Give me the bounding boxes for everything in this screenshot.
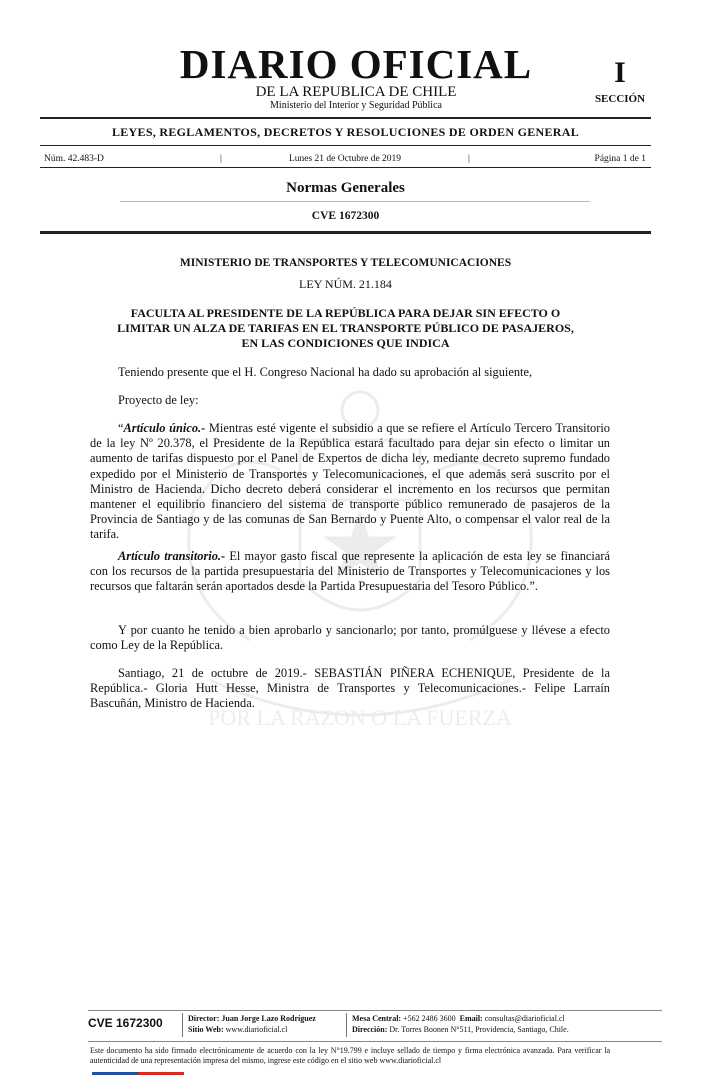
info-separator-2: |	[468, 154, 470, 164]
issue-number: Núm. 42.483-D	[44, 154, 104, 164]
flag-bar-red	[138, 1072, 184, 1075]
footer-website	[188, 1025, 287, 1035]
intro-paragraph: Teniendo presente que el H. Congreso Nacional ha dado su aprobación al siguiente,	[118, 365, 533, 379]
info-separator-1: |	[220, 154, 222, 164]
newspaper-title: DIARIO OFICIAL	[179, 41, 533, 87]
web-link[interactable]: www.diarioficial.cl	[225, 1025, 288, 1034]
info-rule	[40, 167, 651, 168]
footer-cve-code: CVE 1672300	[88, 1016, 163, 1030]
section-divider	[120, 201, 590, 202]
email-label: Email:	[459, 1014, 483, 1023]
article-unico-text: Mientras esté vigente el subsidio a que se refiere el Artículo Tercero Transitorio de la ley Nº 20.378, el Presidente de la República estará facultado para dejar sin efecto o limitar un aumento de tarifas dispuesto por el Panel de Expertos de dicha ley, mediante decreto supremo fundado expedido por el Ministerio de Transportes y Telecomunicaciones, el que además será suscrito por el Ministro de Hacienda. Dicho decreto deberá considerar el incremento en los recursos que permitan mantener el equilibrio financiero del sistema de transporte público remunerado de pasajeros de la Provincia de Santiago y de las comunas de San Bernardo y Puente Alto, o compensar el valor real de la tarifa.	[90, 421, 610, 542]
open-quote: “	[118, 421, 124, 435]
promulgation-paragraph: Y por cuanto he tenido a bien aprobarlo y sancionarlo; por tanto, promúlguese y llévese a efecto como Ley de la República.	[90, 623, 610, 653]
footer-top-rule	[88, 1010, 662, 1011]
law-number: LEY NÚM. 21.184	[299, 277, 392, 291]
proyecto-paragraph: Proyecto de ley:	[118, 393, 199, 407]
section-number: I	[614, 56, 626, 89]
newspaper-ministry: Ministerio del Interior y Seguridad Pública	[270, 100, 442, 111]
masthead-rule	[40, 117, 651, 119]
article-transitorio-paragraph	[90, 549, 610, 595]
page-indicator: Página 1 de 1	[594, 154, 646, 164]
law-title	[60, 306, 631, 351]
address-label: Dirección:	[352, 1025, 388, 1034]
issuing-ministry: MINISTERIO DE TRANSPORTES Y TELECOMUNICACIONES	[179, 257, 512, 269]
banner-title: LEYES, REGLAMENTOS, DECRETOS Y RESOLUCIONES DE ORDEN GENERAL	[111, 125, 580, 139]
footer-address	[352, 1025, 569, 1035]
article-transitorio-heading: Artículo transitorio.-	[118, 549, 226, 563]
mesa-phone: +562 2486 3600	[403, 1014, 456, 1023]
cve-code: CVE 1672300	[311, 210, 380, 222]
issue-date: Lunes 21 de Octubre de 2019	[288, 154, 402, 164]
signatures-paragraph: Santiago, 21 de octubre de 2019.- SEBASTIÁN PIÑERA ECHENIQUE, Presidente de la República.- Gloria Hutt Hesse, Ministra de Transportes y Telecomunicaciones.- Felipe Larraín Bascuñán, Ministro de Hacienda.	[90, 666, 610, 711]
article-transitorio-text: El mayor gasto fiscal que represente la aplicación de esta ley se financiará con los recursos de la partida presupuestaria del Ministerio de Transportes y Telecomunicaciones y los recursos que faltarán serán aportados desde la Partida Presupuestaria del Tesoro Público.”.	[90, 549, 610, 594]
flag-bar-blue	[92, 1072, 138, 1075]
email-link[interactable]: consultas@diarioficial.cl	[484, 1014, 565, 1023]
footer-separator	[182, 1013, 183, 1037]
article-unico-paragraph	[90, 421, 610, 543]
law-title-line: EN LAS CONDICIONES QUE INDICA	[241, 336, 450, 350]
address-text: Dr. Torres Boonen N°511, Providencia, Santiago, Chile.	[389, 1025, 569, 1034]
header-thick-rule	[40, 231, 651, 234]
watermark-motto: POR LA RAZON O LA FUERZA	[208, 705, 512, 730]
law-title-line: FACULTA AL PRESIDENTE DE LA REPÚBLICA PARA DEJAR SIN EFECTO O	[130, 306, 561, 320]
footer-contact	[352, 1014, 565, 1024]
banner-rule	[40, 145, 651, 146]
section-label: SECCIÓN	[594, 93, 646, 105]
section-title: Normas Generales	[286, 180, 405, 196]
law-title-line: LIMITAR UN ALZA DE TARIFAS EN EL TRANSPORTE PÚBLICO DE PASAJEROS,	[117, 321, 574, 335]
signature-note: Este documento ha sido firmado electrónicamente de acuerdo con la ley N°19.799 e incluye sellado de tiempo y firma electrónica avanzada. Para verificar la autenticidad de una representación impresa del mismo, ingrese este código en el sitio web www.diarioficial.cl	[90, 1046, 610, 1065]
web-label: Sitio Web:	[188, 1025, 224, 1034]
article-unico-heading: Artículo único.-	[123, 421, 206, 435]
footer-director	[188, 1014, 316, 1024]
director-name: Juan Jorge Lazo Rodríguez	[221, 1014, 316, 1023]
director-label: Director:	[188, 1014, 220, 1023]
footer-separator	[346, 1013, 347, 1037]
mesa-label: Mesa Central:	[352, 1014, 402, 1023]
footer-bottom-rule	[88, 1041, 662, 1042]
newspaper-subtitle: DE LA REPUBLICA DE CHILE	[255, 84, 457, 100]
